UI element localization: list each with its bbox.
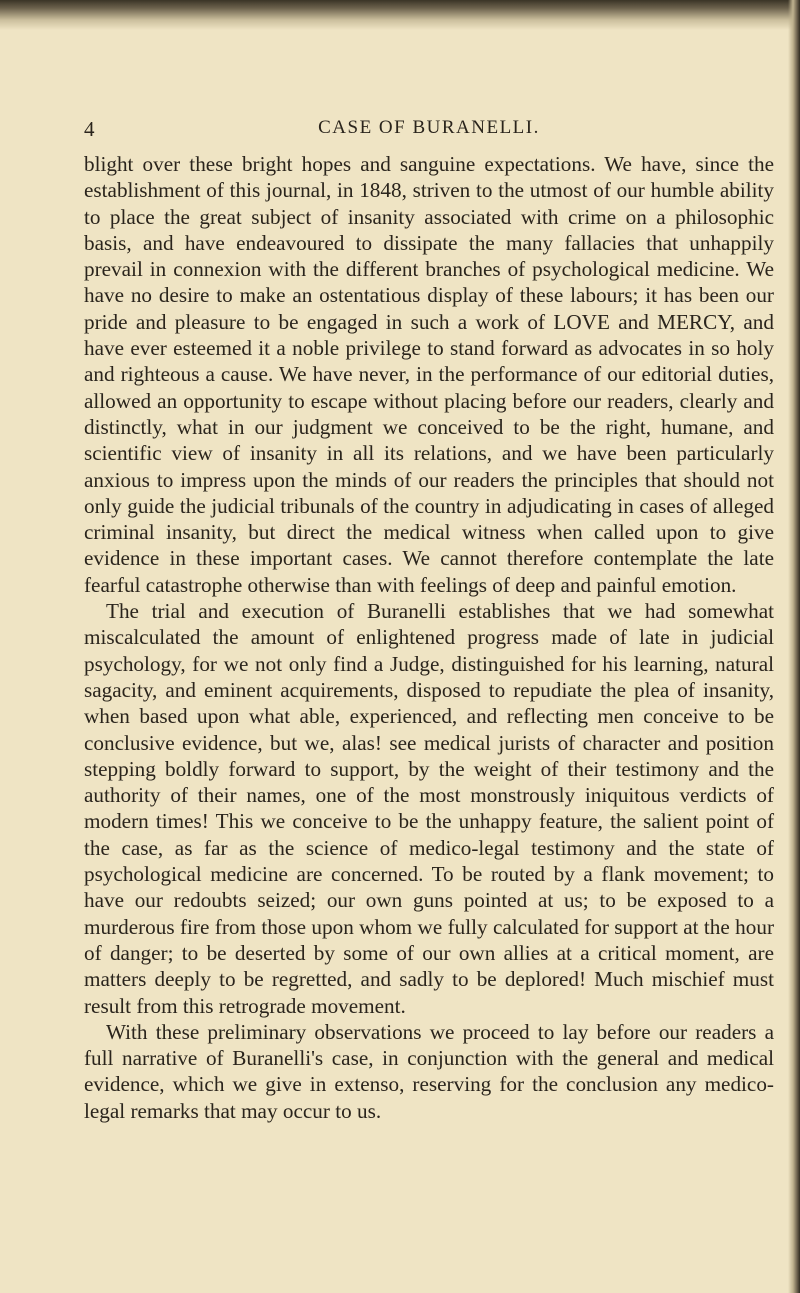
book-page [84,117,774,1124]
running-head [84,117,774,147]
paragraph-preliminary: With these preliminary observations we proceed to lay before our readers a full narrative of Buranelli's case, in conjunction with the general and medical evidence, which we give in extenso, reserving for the conclusion any medico-legal remarks that may occur to us. [84,1019,774,1123]
page-top-shadow [0,0,800,30]
paragraph-continuation: blight over these bright hopes and sanguine expectations. We have, since the establishment of this journal, in 1848, striven to the utmost of our humble ability to place the great subject of insanity associated with crime on a philosophic basis, and have endeavoured to dissipate the many fallacies that unhappily prevail in connexion with the different branches of psychological medicine. We have no desire to make an ostentatious display of these labours; it has been our pride and pleasure to be engaged in such a work of LOVE and MERCY, and have ever esteemed it a noble privilege to stand forward as advocates in so holy and righteous a cause. We have never, in the performance of our editorial duties, allowed an opportunity to escape without placing before our readers, clearly and distinctly, what in our judgment we conceived to be the right, humane, and scientific view of insanity in all its relations, and we have been particularly anxious to impress upon the minds of our readers the principles that should not only guide the judicial tribunals of the country in adjudicating in cases of alleged criminal insanity, but direct the medical witness when called upon to give evidence in these important cases. We cannot therefore contemplate the late fearful catastrophe otherwise than with feelings of deep and painful emotion. [84,152,774,597]
page-right-edge [788,0,800,1293]
paragraph-trial: The trial and execution of Buranelli establishes that we had somewhat miscalculated the amount of enlightened progress made of late in judicial psychology, for we not only find a Judge, distinguished for his learning, natural sagacity, and eminent acquirements, disposed to repudiate the plea of insanity, when based upon what able, experienced, and reflecting men conceive to be conclusive evidence, but we, alas! see medical jurists of character and position stepping boldly forward to support, by the weight of their testimony and the authority of their names, one of the most monstrously iniquitous verdicts of modern times! This we conceive to be the unhappy feature, the salient point of the case, as far as the science of medico-legal testimony and the state of psychological medicine are concerned. To be routed by a flank movement; to have our redoubts seized; our own guns pointed at us; to be exposed to a murderous fire from those upon whom we fully calculated for support at the hour of danger; to be deserted by some of our own allies at a critical moment, are matters deeply to be regretted, and sadly to be deplored! Much mischief must result from this retrograde movement. [84,599,774,1018]
body-text [84,151,774,1124]
running-head-title: CASE OF BURANELLI. [318,117,540,138]
page-number: 4 [84,117,95,141]
